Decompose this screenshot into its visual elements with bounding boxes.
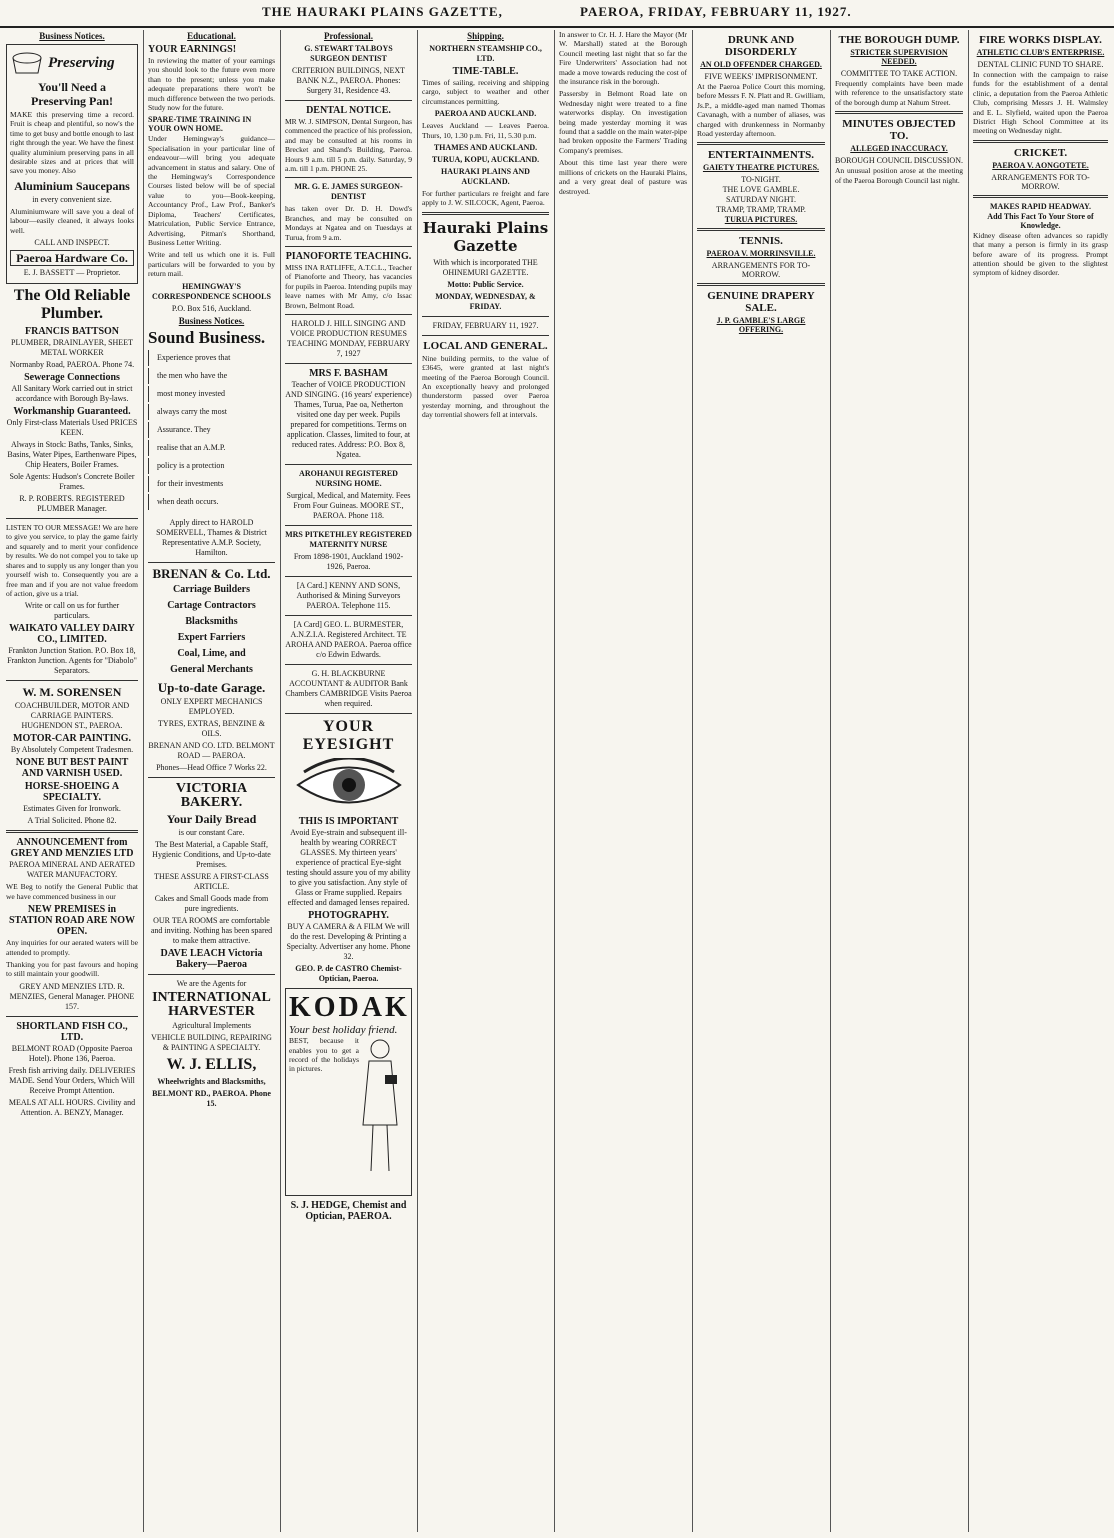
column-business-notices [2, 30, 142, 1534]
column-header: Professional. [323, 31, 374, 41]
garage-mechanics: ONLY EXPERT MECHANICS EMPLOYED. [160, 696, 263, 716]
news-crickets: About this time last year there were millions of crickets on the Hauraki Plains, and a very great deal of pasture was destroyed. [559, 158, 687, 196]
thanks: Thanking you for past favours and hoping to still maintain your goodwill. [6, 959, 138, 979]
column-header: Business Notices. [39, 31, 105, 41]
fireworks-sub2: DENTAL CLINIC FUND TO SHARE. [977, 60, 1104, 69]
inquiries: Any inquiries for our aerated waters will be attended to promptly. [6, 938, 138, 957]
kodak-tagline: Your best holiday friend. [289, 1024, 398, 1037]
cricket-heading: CRICKET. [1013, 146, 1068, 159]
simpson-body: MR W. J. SIMPSON, Dental Surgeon, has commenced the practice of his profession, and may be consulted at his rooms in Brecket and Shand's Building, Paeroa. Hours 9 a.m. till 5 p.m. daily. Saturday, 9 a.m. till 1 p.m. PHONE 25. [285, 117, 412, 174]
column-news-d [969, 30, 1112, 1534]
issue-dateline: FRIDAY, FEBRUARY 11, 1927. [432, 320, 539, 330]
timetable-body: Times of sailing, receiving and shipping cargo, subject to weather and other circumstances permitting. [422, 78, 549, 106]
preserving-brand: Preserving [48, 54, 115, 71]
fish-company: SHORTLAND FISH CO., LTD. [16, 1020, 128, 1043]
sewerage-body: All Sanitary Work carried out in strict accordance with Borough By-laws. [11, 384, 133, 404]
stock-list: Always in Stock: Baths, Tanks, Sinks, Basins, Water Pipes, Earthenware Pipes, Chip Heaters, Boiler Frames. [7, 440, 137, 470]
fireworks-heading: FIRE WORKS DISPLAY. [979, 34, 1102, 46]
new-premises: NEW PREMISES in STATION ROAD ARE NOW OPEN. [8, 904, 136, 938]
hemingway-write: Write and tell us which one it is. Full particulars will be forwarded to you by return mail. [148, 250, 275, 279]
local-general-body: Nine building permits, to the value of £3645, were granted at last night's meeting of the Paeroa Borough Council. An exceptionally heavy and prolonged thunderstorm passed over Paeroa yesterday morning, and throughout the day torrential showers fell at intervals. [422, 353, 549, 420]
kenny-card: [A Card.] KENNY AND SONS, Authorised & Mining Surveyors PAEROA. Telephone 115. [296, 581, 401, 611]
sound-business-heading: Sound Business. [148, 327, 266, 347]
sewerage-heading: Sewerage Connections [24, 372, 120, 384]
fish-meals: MEALS AT ALL HOURS. Civility and Attention. A. BENZY, Manager. [8, 1097, 136, 1117]
trial: A Trial Solicited. Phone 82. [27, 816, 117, 826]
business-notices-header: Business Notices. [178, 315, 245, 326]
masthead-title: THE HAURAKI PLAINS GAZETTE, [262, 4, 503, 19]
fireworks-sub: ATHLETIC CLUB'S ENTERPRISE. [976, 48, 1105, 57]
james-name: MR. G. E. JAMES SURGEON-DENTIST [294, 182, 403, 202]
tramp-tramp: TRAMP, TRAMP, TRAMP. [716, 205, 806, 215]
talboys-address: CRITERION BUILDINGS, NEXT BANK N.Z., PAEROA. Phones: Surgery 31, Residence 43. [291, 66, 406, 95]
column-news-b [693, 30, 829, 1534]
eyesight-body: Avoid Eye-strain and subsequent ill-health by wearing CORRECT GLASSES. My thirteen years' experience of practical Eye-sight testing should assure you of my ability to give you satisfaction. Any style of Glass or Frame supplied. Repairs effected and damaged lenses repaired. [286, 828, 411, 908]
dump-body: Frequently complaints have been made with reference to the unsatisfactory state of the borough dump at Nahum Street. [835, 79, 963, 107]
pianoforte-body: MISS INA RATLIFFE, A.T.C.L., Teacher of Pianoforte and Theory, has vacancies for pupils in Paeroa. Intending pupils may leave names with Mr Amy, c/o Issac Brown, Belmont Road. [285, 263, 412, 310]
harvester-agents: We are the Agents for [176, 978, 247, 988]
entertainments-heading: ENTERTAINMENTS. [707, 149, 815, 162]
preserving-headline: You'll Need a Preserving Pan! [30, 80, 114, 108]
garage-phones: Phones—Head Office 7 Works 22. [156, 762, 267, 772]
tennis-heading: TENNIS. [739, 235, 783, 248]
hardware-proprietor: E. J. BASSETT — Proprietor. [23, 268, 121, 278]
turua-heading: TURUA, KOPU, AUCKLAND. [431, 155, 540, 165]
sound-lines-item: realise that an A.M.P. [148, 440, 275, 456]
plumber-address: Normanby Road, PAEROA. Phone 74. [9, 360, 135, 370]
basham-body: Teacher of VOICE PRODUCTION AND SINGING. (16 years' experience) Thames, Turua, Pae oa, Netherton visited one day per week. Pupils prepared for competitions. Terms on application. Classes, limited to four, at reduced rates. Address: P.O. Box 8, Ngatea. [285, 380, 412, 460]
drunk-sub2: FIVE WEEKS' IMPRISONMENT. [704, 72, 818, 81]
estimates: Estimates Given for Ironwork. [23, 804, 121, 814]
fish-daily: Fresh fish arriving daily. DELIVERIES MADE. Send Your Orders, Which Will Receive Prompt Attention. [8, 1065, 136, 1095]
column-educational [144, 30, 279, 1534]
hemingway-body: Under Hemingway's guidance—Specialisation in your particular line of endeavour—will bring you adequate advancement in status and salary. One of the Hemingway's Correspondence Courses listed below will be of special value to you—Book-keeping, Accountancy Prof., Law Prof., Banker's Diploma, Teachers' Certificates, Matriculation, Public Service Entrance, Advertising, Pitman's Shorthand, Business Letter Writing. [148, 134, 275, 247]
preserving-body: MAKE this preserving time a record. Fruit is cheap and plentiful, so now's the time to get busy and bottle enough to last right through the year. We have the finest quality aluminium preserving pans in all desirable sizes and at prices that will save you money. Also [10, 110, 134, 176]
castro-name: GEO. P. de CASTRO Chemist-Optician, Paeroa. [295, 964, 402, 984]
kodak-body: BEST, because it enables you to get a record of the holidays in pictures. [289, 1036, 359, 1074]
bakery-leach: DAVE LEACH Victoria Bakery—Paeroa [160, 947, 263, 970]
tennis-sub2: ARRANGEMENTS FOR TO-MORROW. [711, 261, 811, 280]
harvester-implements: Agricultural Implements [172, 1020, 251, 1030]
earnings-heading: YOUR EARNINGS! [148, 44, 237, 55]
announcement-heading: ANNOUNCEMENT from GREY AND MENZIES LTD [10, 837, 134, 860]
headway-body: Kidney disease often advances so rapidly that many a person is firmly in its grasp before aware of its progress. Prompt attention should be given to the slightest symptom of kidney disorder. [973, 230, 1108, 278]
brenan-lines-item: Expert Farriers [177, 631, 246, 643]
bakery-sub: Your Daily Bread [166, 811, 257, 826]
love-gamble: THE LOVE GAMBLE. [722, 185, 800, 195]
spare-time-heading: SPARE-TIME TRAINING IN YOUR OWN HOME. [148, 115, 252, 134]
horseshoe-heading: HORSE-SHOEING A SPECIALTY. [24, 781, 120, 804]
dairy-write: Write or call on us for further particulars. [24, 601, 120, 621]
harvester-name: INTERNATIONAL HARVESTER [152, 989, 271, 1019]
hemingway-address: P.O. Box 516, Auckland. [171, 303, 252, 313]
motorcar-sub: By Absolutely Competent Tradesmen. [10, 745, 134, 755]
column-shipping [418, 30, 553, 1534]
saucepans-sub: in every convenient size. [32, 194, 112, 204]
sound-lines-item: Experience proves that [148, 350, 275, 366]
news-waterworks: Passersby in Belmont Road late on Wednesday night were treated to a fine waterworks display. On investigation being made yesterday morning it was found that a saddle on the main water-pipe had broken opposite the Farmers' Trading Company's premises. [559, 89, 687, 155]
masthead-date: PAEROA, FRIDAY, FEBRUARY 11, 1927. [580, 4, 852, 19]
column-news-a [555, 30, 691, 1534]
sound-lines-item: Assurance. They [148, 422, 275, 438]
hemingway-name: HEMINGWAY'S CORRESPONDENCE SCHOOLS [152, 281, 271, 301]
dump-heading: THE BOROUGH DUMP. [838, 34, 960, 46]
notify-body: WE Beg to notify the General Public that we have commenced business in our [6, 882, 138, 901]
tea-rooms: OUR TEA ROOMS are comfortable and inviting. Nothing has been spared to make them attractive. [150, 915, 273, 945]
kodak-ad [285, 988, 412, 1196]
drunk-body: At the Paeroa Police Court this morning, before Messrs F. N. Platt and R. Gwilliam, Js.P., a middle-aged man named Thomas Cavanagh, with a number of aliases, was charged with drunkenness in Normanby Road yesterday afternoon. [697, 82, 825, 139]
workmanship-body: Only First-class Materials Used PRICES KEEN. [6, 418, 138, 438]
preserving-ad [6, 44, 138, 284]
newspaper-sub: With which is incorporated THE OHINEMURI GAZETTE. [433, 257, 538, 277]
dump-sub: STRICTER SUPERVISION NEEDED. [850, 48, 948, 66]
minutes-sub2: BOROUGH COUNCIL DISCUSSION. [835, 156, 963, 166]
northern-steamship: NORTHERN STEAMSHIP CO., LTD. [429, 44, 542, 63]
dental-notice: DENTAL NOTICE. [306, 105, 391, 116]
dairy-company: WAIKATO VALLEY DAIRY CO., LIMITED. [9, 623, 135, 646]
hill-notice: HAROLD J. HILL SINGING AND VOICE PRODUCTION RESUMES TEACHING MONDAY, FEBRUARY 7, 1927 [286, 319, 411, 359]
sailings-first: Leaves Auckland — Leaves Paeroa. Thurs, 10, 1.30 p.m. Fri, 11, 5.30 p.m. [422, 121, 549, 140]
cricket-sub: PAEROA V. AONGOTETE. [992, 160, 1089, 170]
ellis-name: W. J. ELLIS, [166, 1055, 257, 1073]
bakery-care: is our constant Care. [178, 827, 245, 837]
burmester-card: [A Card] GEO. L. BURMESTER, A.N.Z.I.A. Registered Architect. TE AROHA AND PAEROA. Paeroa office c/o Edwin Edwards. [285, 620, 412, 660]
call-inspect: CALL AND INSPECT. [34, 238, 110, 248]
fish-address: BELMONT ROAD (Opposite Paeroa Hotel). Phone 136, Paeroa. [11, 1043, 133, 1063]
masthead [0, 0, 1114, 28]
local-general-heading: LOCAL AND GENERAL. [423, 339, 548, 352]
dairy-address: Frankton Junction Station. P.O. Box 18, Frankton Junction. Agents for "Diabolo" Separators. [7, 646, 137, 676]
gaiety-heading: GAIETY THEATRE PICTURES. [702, 163, 820, 173]
saucepans-heading: Aluminium Saucepans [14, 178, 130, 193]
sound-business-list [148, 350, 275, 510]
earnings-body: In reviewing the matter of your earnings you should look to the future even more than to the present; unless you make adequate preparations there won't be much difference between the two periods. Study now for the future. [148, 56, 275, 113]
ellis-address: BELMONT RD., PAEROA. Phone 15. [152, 1088, 271, 1108]
arohanui-body: Surgical, Medical, and Maternity. Fees From Four Guineas. MOORE ST., PAEROA. Phone 118. [286, 491, 411, 521]
dairy-message: LISTEN TO OUR MESSAGE! We are here to give you service, to play the game fairly and squarely and to merit your confidence by results. We do not compel you to take up shares and to supply us any longer than you yourself wish to. Consequently you are a free man and if you are not value freedom of action, give us a trial. [6, 523, 138, 598]
sound-lines-item: when death occurs. [148, 494, 275, 510]
column-header: Educational. [187, 31, 236, 41]
minutes-heading: MINUTES OBJECTED TO. [842, 118, 956, 143]
drunk-heading: DRUNK AND DISORDERLY [724, 34, 798, 58]
drapery-sub: J. P. GAMBLE'S LARGE OFFERING. [716, 316, 806, 335]
bakery-heading: VICTORIA BAKERY. [175, 780, 248, 810]
news-fire-underwriters: In answer to Cr. H. J. Hare the Mayor (Mr W. Marshall) stated at the Borough Council meeting last night that so far the Fire Underwriters' Association had not made a move towards reducing the cost of the insurance risk in the borough. [559, 30, 687, 87]
paint-heading: NONE BUT BEST PAINT AND VARNISH USED. [15, 757, 129, 780]
arohanui-name: AROHANUI REGISTERED NURSING HOME. [299, 469, 398, 489]
newspaper-issue: MONDAY, WEDNESDAY, & FRIDAY. [435, 291, 536, 311]
important-heading: THIS IS IMPORTANT [298, 816, 399, 828]
sorensen-body: COACHBUILDER, MOTOR AND CARRIAGE PAINTERS. HUGHENDON ST., PAEROA. [14, 701, 130, 731]
eye-icon [294, 758, 404, 812]
dump-sub2: COMMITTEE TO TAKE ACTION. [840, 69, 958, 78]
brenan-lines-item: Carriage Builders [173, 583, 250, 595]
headway-sub: Add This Fact To Your Store of Knowledge. [987, 211, 1094, 230]
brenan-lines-item: Blacksmiths [185, 615, 238, 627]
vehicle-building: VEHICLE BUILDING, REPAIRING & PAINTING A SPECIALTY. [151, 1032, 272, 1052]
eyesight-heading: YOUR EYESIGHT [302, 718, 395, 754]
minutes-body: An unusual position arose at the meeting of the Paeroa Borough Council last night. [835, 166, 963, 185]
hauraki-heading: HAURAKI PLAINS AND AUCKLAND. [441, 167, 530, 187]
james-body: has taken over Dr. D. H. Dowd's Branches, and may be consulted on Mondays at Ngatea and on Tuesdays at Turua, from 9 a.m. [285, 204, 412, 242]
plumber-headline: The Old Reliable Plumber. [13, 287, 131, 323]
woman-figure-icon [355, 1035, 405, 1175]
newspaper-motto: Motto: Public Service. [447, 279, 524, 289]
sound-lines-item: policy is a protection [148, 458, 275, 474]
brenan-services [148, 583, 275, 677]
brenan-lines-item: Coal, Lime, and [177, 647, 246, 659]
freight-agent: For further particulars re freight and fare apply to J. W. SILCOCK, Agent, Paeroa. [422, 189, 549, 208]
motorcar-heading: MOTOR-CAR PAINTING. [13, 733, 131, 745]
sole-agents: Sole Agents: Hudson's Concrete Boiler Frames. [9, 472, 135, 492]
bakery-cakes: Cakes and Small Goods made from pure ingredients. [154, 893, 269, 913]
garage-address: BRENAN AND CO. LTD. BELMONT ROAD — PAEROA. [148, 740, 275, 760]
hedge-name: S. J. HEDGE, Chemist and Optician, PAEROA. [290, 1200, 407, 1223]
timetable-heading: TIME-TABLE. [452, 66, 519, 77]
fireworks-body: In connection with the campaign to raise funds for the establishment of a dental clinic, a deputation from the Paeroa Athletic Club, comprising Messrs J. H. Walmsley and E. L. Slyfield, waited upon the Paeroa District High School Committee at its meeting on Wednesday night. [973, 70, 1108, 136]
turua-pictures: TURUA PICTURES. [724, 215, 798, 225]
column-news-c [831, 30, 967, 1534]
plumber-manager: R. P. ROBERTS. REGISTERED PLUMBER Manager. [19, 494, 125, 514]
sound-lines-item: always carry the most [148, 404, 275, 420]
brenan-lines-item: General Merchants [170, 663, 253, 675]
garage-tyres: TYRES, EXTRAS, BENZINE & OILS. [158, 718, 265, 738]
sound-lines-item: the men who have the [148, 368, 275, 384]
pitkethley-name: MRS PITKETHLEY REGISTERED MATERNITY NURSE [285, 530, 412, 550]
grey-signature: GREY AND MENZIES LTD. R. MENZIES, General Manager. PHONE 157. [9, 981, 135, 1011]
pianoforte-heading: PIANOFORTE TEACHING. [285, 251, 412, 263]
tonight-heading: TO-NIGHT. [741, 175, 781, 185]
brenan-lines-item: Cartage Contractors [167, 599, 256, 611]
garage-heading: Up-to-date Garage. [157, 679, 266, 695]
kodak-logo: KODAK [289, 992, 410, 1024]
blackburne-card: G. H. BLACKBURNE ACCOUNTANT & AUDITOR Bank Chambers CAMBRIDGE Visits Paeroa when required. [285, 669, 412, 709]
newspaper-title: Hauraki Plains Gazette [422, 218, 549, 255]
minutes-sub: ALLEGED INACCURACY. [850, 144, 948, 154]
column-professional [281, 30, 416, 1534]
cricket-sub2: ARRANGEMENTS FOR TO-MORROW. [991, 172, 1090, 191]
tennis-sub: PAEROA V. MORRINSVILLE. [706, 249, 816, 259]
sound-lines-item: for their investments [148, 476, 275, 492]
pitkethley-body: From 1898-1901, Auckland 1902-1926, Paeroa. [293, 552, 404, 572]
plumber-name: FRANCIS BATTSON [25, 326, 119, 338]
saturday-night: SATURDAY NIGHT. [726, 195, 796, 205]
workmanship-heading: Workmanship Guaranteed. [13, 406, 131, 418]
drunk-sub: AN OLD OFFENDER CHARGED. [700, 60, 822, 69]
column-header: Shipping. [467, 31, 504, 41]
mineral-water: PAEROA MINERAL AND AERATED WATER MANUFACTORY. [9, 860, 135, 880]
headway-heading: MAKES RAPID HEADWAY. [990, 201, 1091, 211]
paeroa-auckland-heading: PAEROA AND AUCKLAND. [434, 109, 537, 119]
photography-heading: PHOTOGRAPHY. [308, 910, 389, 922]
brenan-heading: BRENAN & Co. Ltd. [152, 565, 271, 581]
bakery-assure: THESE ASSURE A FIRST-CLASS ARTICLE. [154, 871, 269, 891]
thames-auckland-heading: THAMES AND AUCKLAND. [433, 143, 538, 153]
sorensen-name: W. M. SORENSEN [22, 685, 122, 700]
aluminium-body: Aluminiumware will save you a deal of labour—easily cleaned, it always looks well. [10, 206, 134, 235]
hardware-name: Paeroa Hardware Co. [10, 250, 134, 266]
somervell-contact: Apply direct to HAROLD SOMERVELL, Thames & District Representative A.M.P. Society, Hamilton. [156, 517, 267, 557]
photography-body: BUY A CAMERA & A FILM We will do the rest. Developing & Printing a Specialty. Advertiser any home. Phone 32. [286, 922, 411, 962]
ellis-trade: Wheelwrights and Blacksmiths, [157, 1076, 266, 1086]
bakery-body: The Best Material, a Capable Staff, Hygienic Conditions, and Up-to-date Premises. [152, 839, 271, 869]
basham-name: MRS F. BASHAM [309, 368, 388, 380]
preserving-pan-icon [10, 48, 44, 78]
plumber-trades: PLUMBER, DRAINLAYER, SHEET METAL WORKER [11, 338, 133, 358]
sound-lines-item: most money invested [148, 386, 275, 402]
drapery-heading: GENUINE DRAPERY SALE. [707, 290, 815, 315]
talboys-name: G. STEWART TALBOYS SURGEON DENTIST [304, 44, 393, 63]
